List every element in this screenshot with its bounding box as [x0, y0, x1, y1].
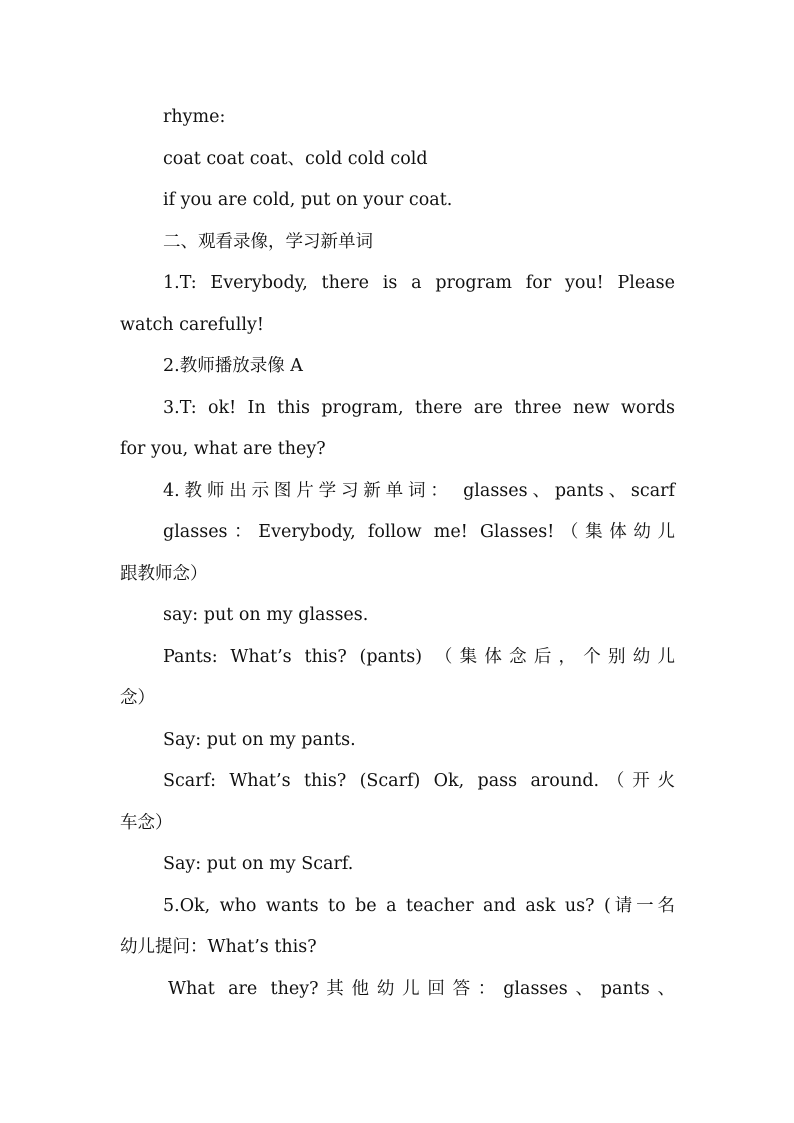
step-5-line-1: 5.Ok, who wants to be a teacher and ask us? (请一名	[163, 895, 675, 916]
step-3-line-1: 3.T: ok! In this program, there are three new words	[163, 397, 675, 418]
rhyme-heading: rhyme:	[163, 107, 226, 127]
scarf-line-2: 车念）	[120, 812, 173, 833]
section-heading: 二、观看录像，学习新单词	[163, 231, 373, 252]
glasses-line-2: 跟教师念）	[120, 563, 208, 584]
glasses-line-1: glasses：Everybody, follow me! Glasses!（集体幼儿	[163, 522, 675, 542]
rhyme-line-2: if you are cold, put on your coat.	[163, 190, 453, 210]
step-5-line-3: What are they?其他幼儿回答：glasses、pants、	[168, 978, 675, 999]
step-3-line-2: for you, what are they?	[120, 439, 326, 459]
step-1-line-2: watch carefully!	[120, 314, 264, 335]
step-2: 2.教师播放录像 A	[163, 356, 303, 376]
rhyme-line-1: coat coat coat、cold cold cold	[163, 148, 428, 169]
scarf-say: Say: put on my Scarf.	[163, 854, 354, 874]
scarf-line-1: Scarf: What’s this? (Scarf) Ok, pass around.（开火	[163, 771, 675, 791]
step-1-line-1: 1.T: Everybody, there is a program for you! Please	[163, 273, 675, 293]
pants-line-1: Pants: What’s this? (pants) （集体念后，个别幼儿	[163, 646, 675, 667]
pants-say: Say: put on my pants.	[163, 729, 356, 750]
glasses-say: say: put on my glasses.	[163, 605, 369, 625]
step-4: 4.教师出示图片学习新单词： glasses、pants、scarf	[163, 480, 675, 501]
step-5-line-2: 幼儿提问：What’s this?	[120, 937, 317, 957]
pants-line-2: 念）	[120, 688, 155, 708]
document-body	[120, 97, 675, 1010]
